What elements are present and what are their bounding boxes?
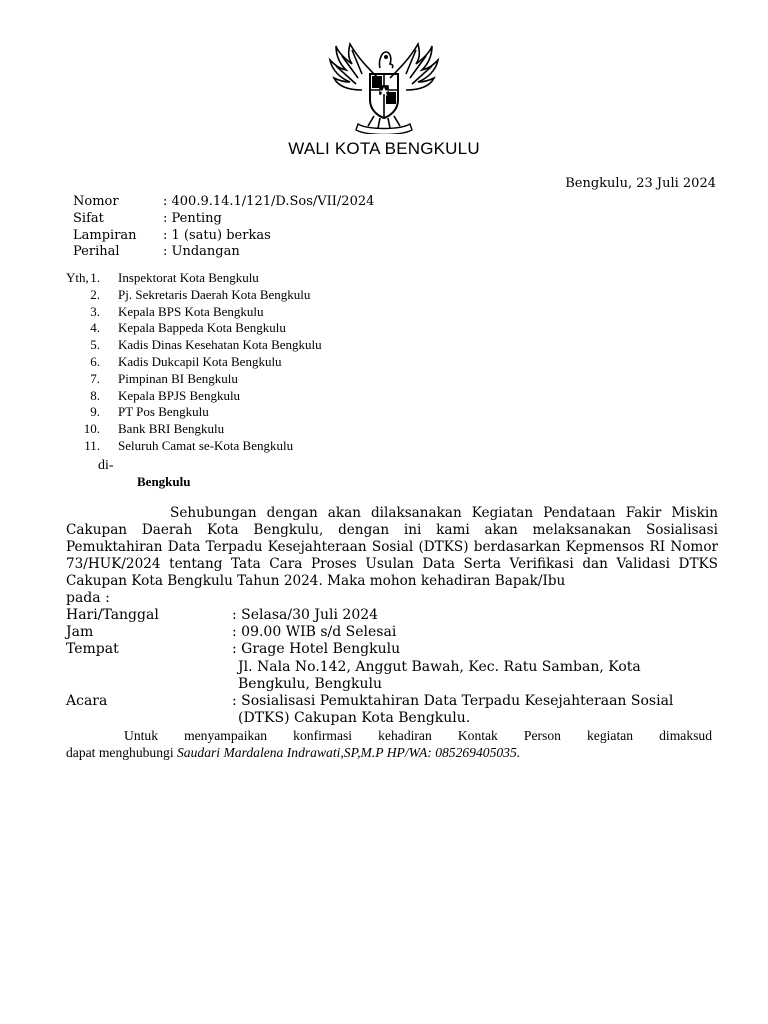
event-address-line-1: Jl. Nala No.142, Anggut Bawah, Kec. Ratu Samban, Kota [238,659,641,675]
event-day-row [66,607,378,623]
event-place-row [66,641,400,657]
event-day-label: Hari/Tanggal [66,607,159,623]
list-item: 6. Kadis Dukcapil Kota Bengkulu [90,353,282,369]
recipient-list [78,270,322,455]
list-item: 9. PT Pos Bengkulu [90,404,209,420]
list-item: 5. Kadis Dinas Kesehatan Kota Bengkulu [90,337,322,353]
list-item: 7. Pimpinan BI Bengkulu [90,370,238,386]
pada-label: pada : [66,590,110,606]
event-time-row [66,624,396,640]
letter-date: Bengkulu, 23 Juli 2024 [565,176,716,191]
yth-label: Yth, [66,270,89,285]
event-place-label: Tempat [66,641,119,657]
meta-value: : 400.9.14.1/121/D.Sos/VII/2024 [163,194,375,209]
event-place-value: : Grage Hotel Bengkulu [232,641,401,657]
body-paragraph: Sehubungan dengan akan dilaksanakan Kegiatan Pendataan Fakir Miskin Cakupan Daerah Kota Bengkulu, dengan ini kami akan melaksanakan Sosialisasi Pemuktahiran Data Terpadu Kesejahteraan Sosial (DTKS) berdasarkan Kepmensos RI Nomor 73/HUK/2024 tentang Tata Cara Proses Usulan Data Serta Verifikasi dan Validasi DTKS Cakupan Kota Bengkulu Tahun 2024. Maka mohon kehadiran Bapak/Ibu [66,505,718,589]
garuda-emblem-icon [328,38,440,134]
meta-row-sifat [73,211,222,227]
meta-label: Nomor [73,194,119,209]
letter-title: WALI KOTA BENGKULU [288,139,480,158]
event-day-value: : Selasa/30 Juli 2024 [232,607,379,623]
closing-line-1: Untuk menyampaikan konfirmasi kehadiran Kontak Person kegiatan dimaksud [124,728,712,743]
event-time-label: Jam [66,624,94,640]
event-agenda-line-2: (DTKS) Cakupan Kota Bengkulu. [238,710,471,726]
closing-prefix: dapat menghubungi [66,745,177,760]
event-agenda-row [66,693,673,709]
meta-row-nomor [73,194,374,210]
list-item: 3. Kepala BPS Kota Bengkulu [90,303,264,319]
list-item: 2. Pj. Sekretaris Daerah Kota Bengkulu [90,286,311,302]
list-item: 10. Bank BRI Bengkulu [83,421,225,437]
event-time-value: : 09.00 WIB s/d Selesai [232,624,397,640]
meta-label: Sifat [73,211,104,226]
meta-value: : 1 (satu) berkas [163,228,271,243]
event-agenda-label: Acara [66,693,108,709]
event-address-line-2: Bengkulu, Bengkulu [238,676,382,692]
place-label: Bengkulu [137,474,191,489]
di-label: di- [98,458,114,473]
meta-label: Perihal [73,244,120,259]
meta-label: Lampiran [73,228,137,243]
meta-value: : Undangan [163,244,240,259]
meta-value: : Penting [163,211,222,226]
meta-row-lampiran [73,228,271,244]
list-item: 4. Kepala Bappeda Kota Bengkulu [90,320,286,336]
contact-person: Saudari Mardalena Indrawati,SP,M.P HP/WA: 085269405035. [177,745,521,760]
closing-line-2 [66,745,520,761]
meta-row-perihal [73,244,240,260]
list-item: 11. Seluruh Camat se-Kota Bengkulu [84,437,294,453]
list-item: 1. Inspektorat Kota Bengkulu [90,270,259,285]
event-agenda-value: : Sosialisasi Pemuktahiran Data Terpadu Kesejahteraan Sosial [232,693,674,709]
list-item: 8. Kepala BPJS Bengkulu [90,387,241,403]
